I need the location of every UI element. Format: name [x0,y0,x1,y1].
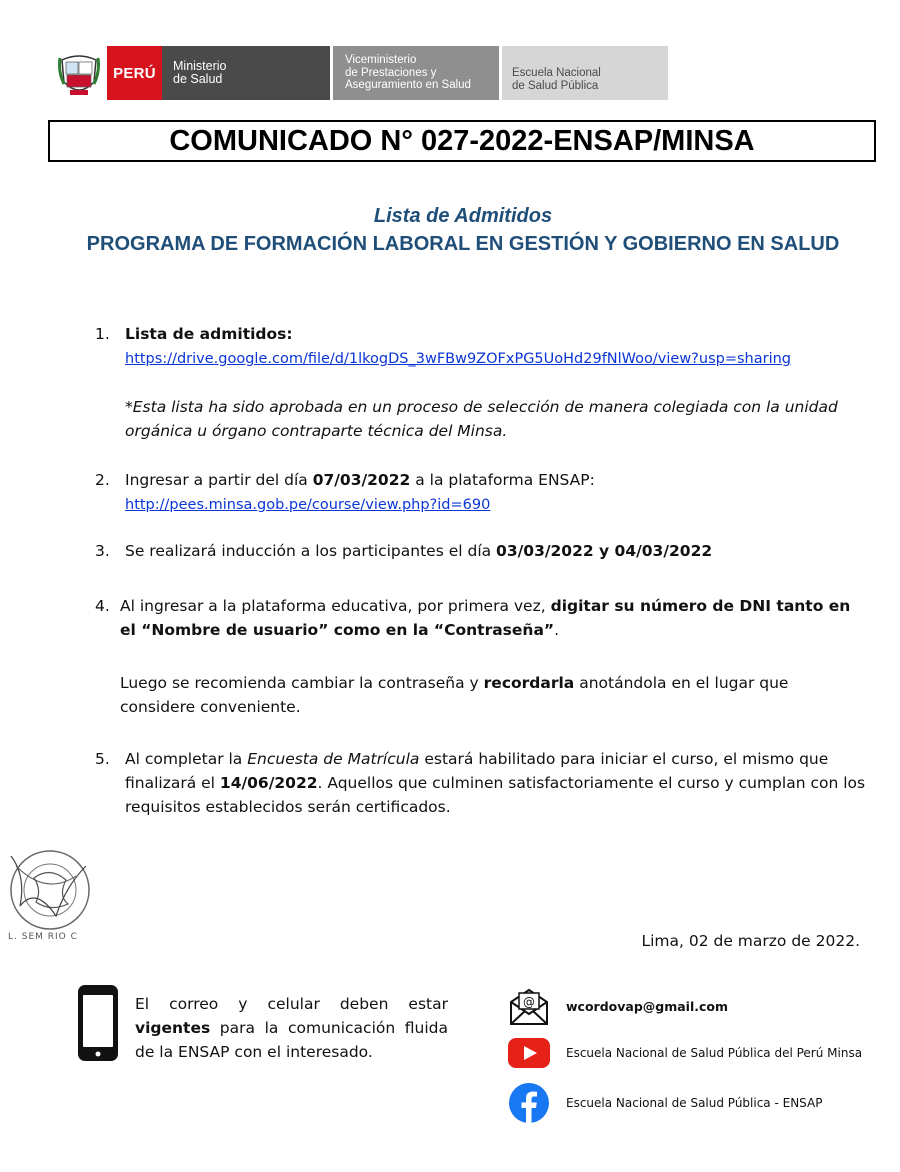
item-number: 2. [95,471,110,489]
facebook-icon [508,1082,550,1124]
dni-instruction: digitar su número de DNI tanto en el “Nombre de usuario” como en la “Contraseña” [120,597,851,639]
facebook-contact[interactable] [508,1082,822,1124]
item-number: 4. [95,597,110,615]
item-1 [125,322,885,371]
item-number: 5. [95,750,110,768]
list-subtitle: Lista de Admitidos [373,205,553,227]
email-icon [508,986,550,1026]
item-number: 1. [95,325,110,343]
email-contact[interactable] [508,986,728,1026]
approval-note: *Esta lista ha sido aprobada en un proceso de selección de manera colegiada con la unidad orgánica u órgano contraparte técnica del Minsa. [125,398,838,440]
official-stamp [6,846,92,942]
viceministerio-logo: Viceministerio de Prestaciones y Aseguramiento en Salud [333,46,499,100]
place-date: Lima, 02 de marzo de 2022. [641,932,860,950]
program-title: PROGRAMA DE FORMACIÓN LABORAL EN GESTIÓN Y GOBIERNO EN SALUD [86,233,840,255]
contact-notice: El correo y celular deben estar vigentes para la comunicación fluida de la ENSAP con el interesado. [135,995,448,1061]
peru-coat-of-arms-icon [58,52,100,98]
platform-link[interactable]: http://pees.minsa.gob.pe/course/view.php?id=690 [125,497,491,513]
email-address: wcordovap@gmail.com [566,998,729,1014]
item-3: Se realizará inducción a los participantes el día 03/03/2022 y 04/03/2022 [125,542,713,560]
item-4: Al ingresar a la plataforma educativa, por primera vez, digitar su número de DNI tanto en el “Nombre de usuario” como en la “Contraseña”. [120,597,851,639]
youtube-contact[interactable] [508,1038,862,1068]
peru-logo: PERÚ [107,46,162,100]
svg-text:@: @ [523,995,535,1009]
admitted-list-link[interactable]: https://drive.google.com/file/d/1lkogDS_3wFBw9ZOFxPG5UoHd29fNlWoo/view?usp=sharing [125,351,791,367]
start-date: 07/03/2022 [312,471,411,489]
ensap-logo: Escuela Nacional de Salud Pública [502,46,668,100]
mobile-phone-icon [77,984,119,1062]
induction-dates: 03/03/2022 y 04/03/2022 [496,542,713,560]
stamp-signature-name: L. SEM RIO C [8,932,78,942]
youtube-icon [508,1038,550,1068]
item-2: Ingresar a partir del día 07/03/2022 a la plataforma ENSAP: http://pees.minsa.gob.pe/course/view.php?id=690 [125,471,595,513]
facebook-page: Escuela Nacional de Salud Pública - ENSAP [566,1096,823,1110]
item-number: 3. [95,542,110,560]
ministerio-logo: Ministerio de Salud [162,46,330,100]
end-date: 14/06/2022 [219,774,318,792]
item-4-recommendation: Luego se recomienda cambiar la contraseña y recordarla anotándola en el lugar que considere conveniente. [120,674,789,716]
youtube-channel: Escuela Nacional de Salud Pública del Perú Minsa [566,1046,863,1060]
item-5: Al completar la Encuesta de Matrícula estará habilitado para iniciar el curso, el mismo que finalizará el 14/06/2022. Aquellos que culminen satisfactoriamente el curso y cumplan con los requisitos establecidos serán certificados. [125,750,866,816]
communique-title: COMUNICADO N° 027-2022-ENSAP/MINSA [48,120,876,162]
admitted-list-label: Lista de admitidos: [125,325,293,343]
